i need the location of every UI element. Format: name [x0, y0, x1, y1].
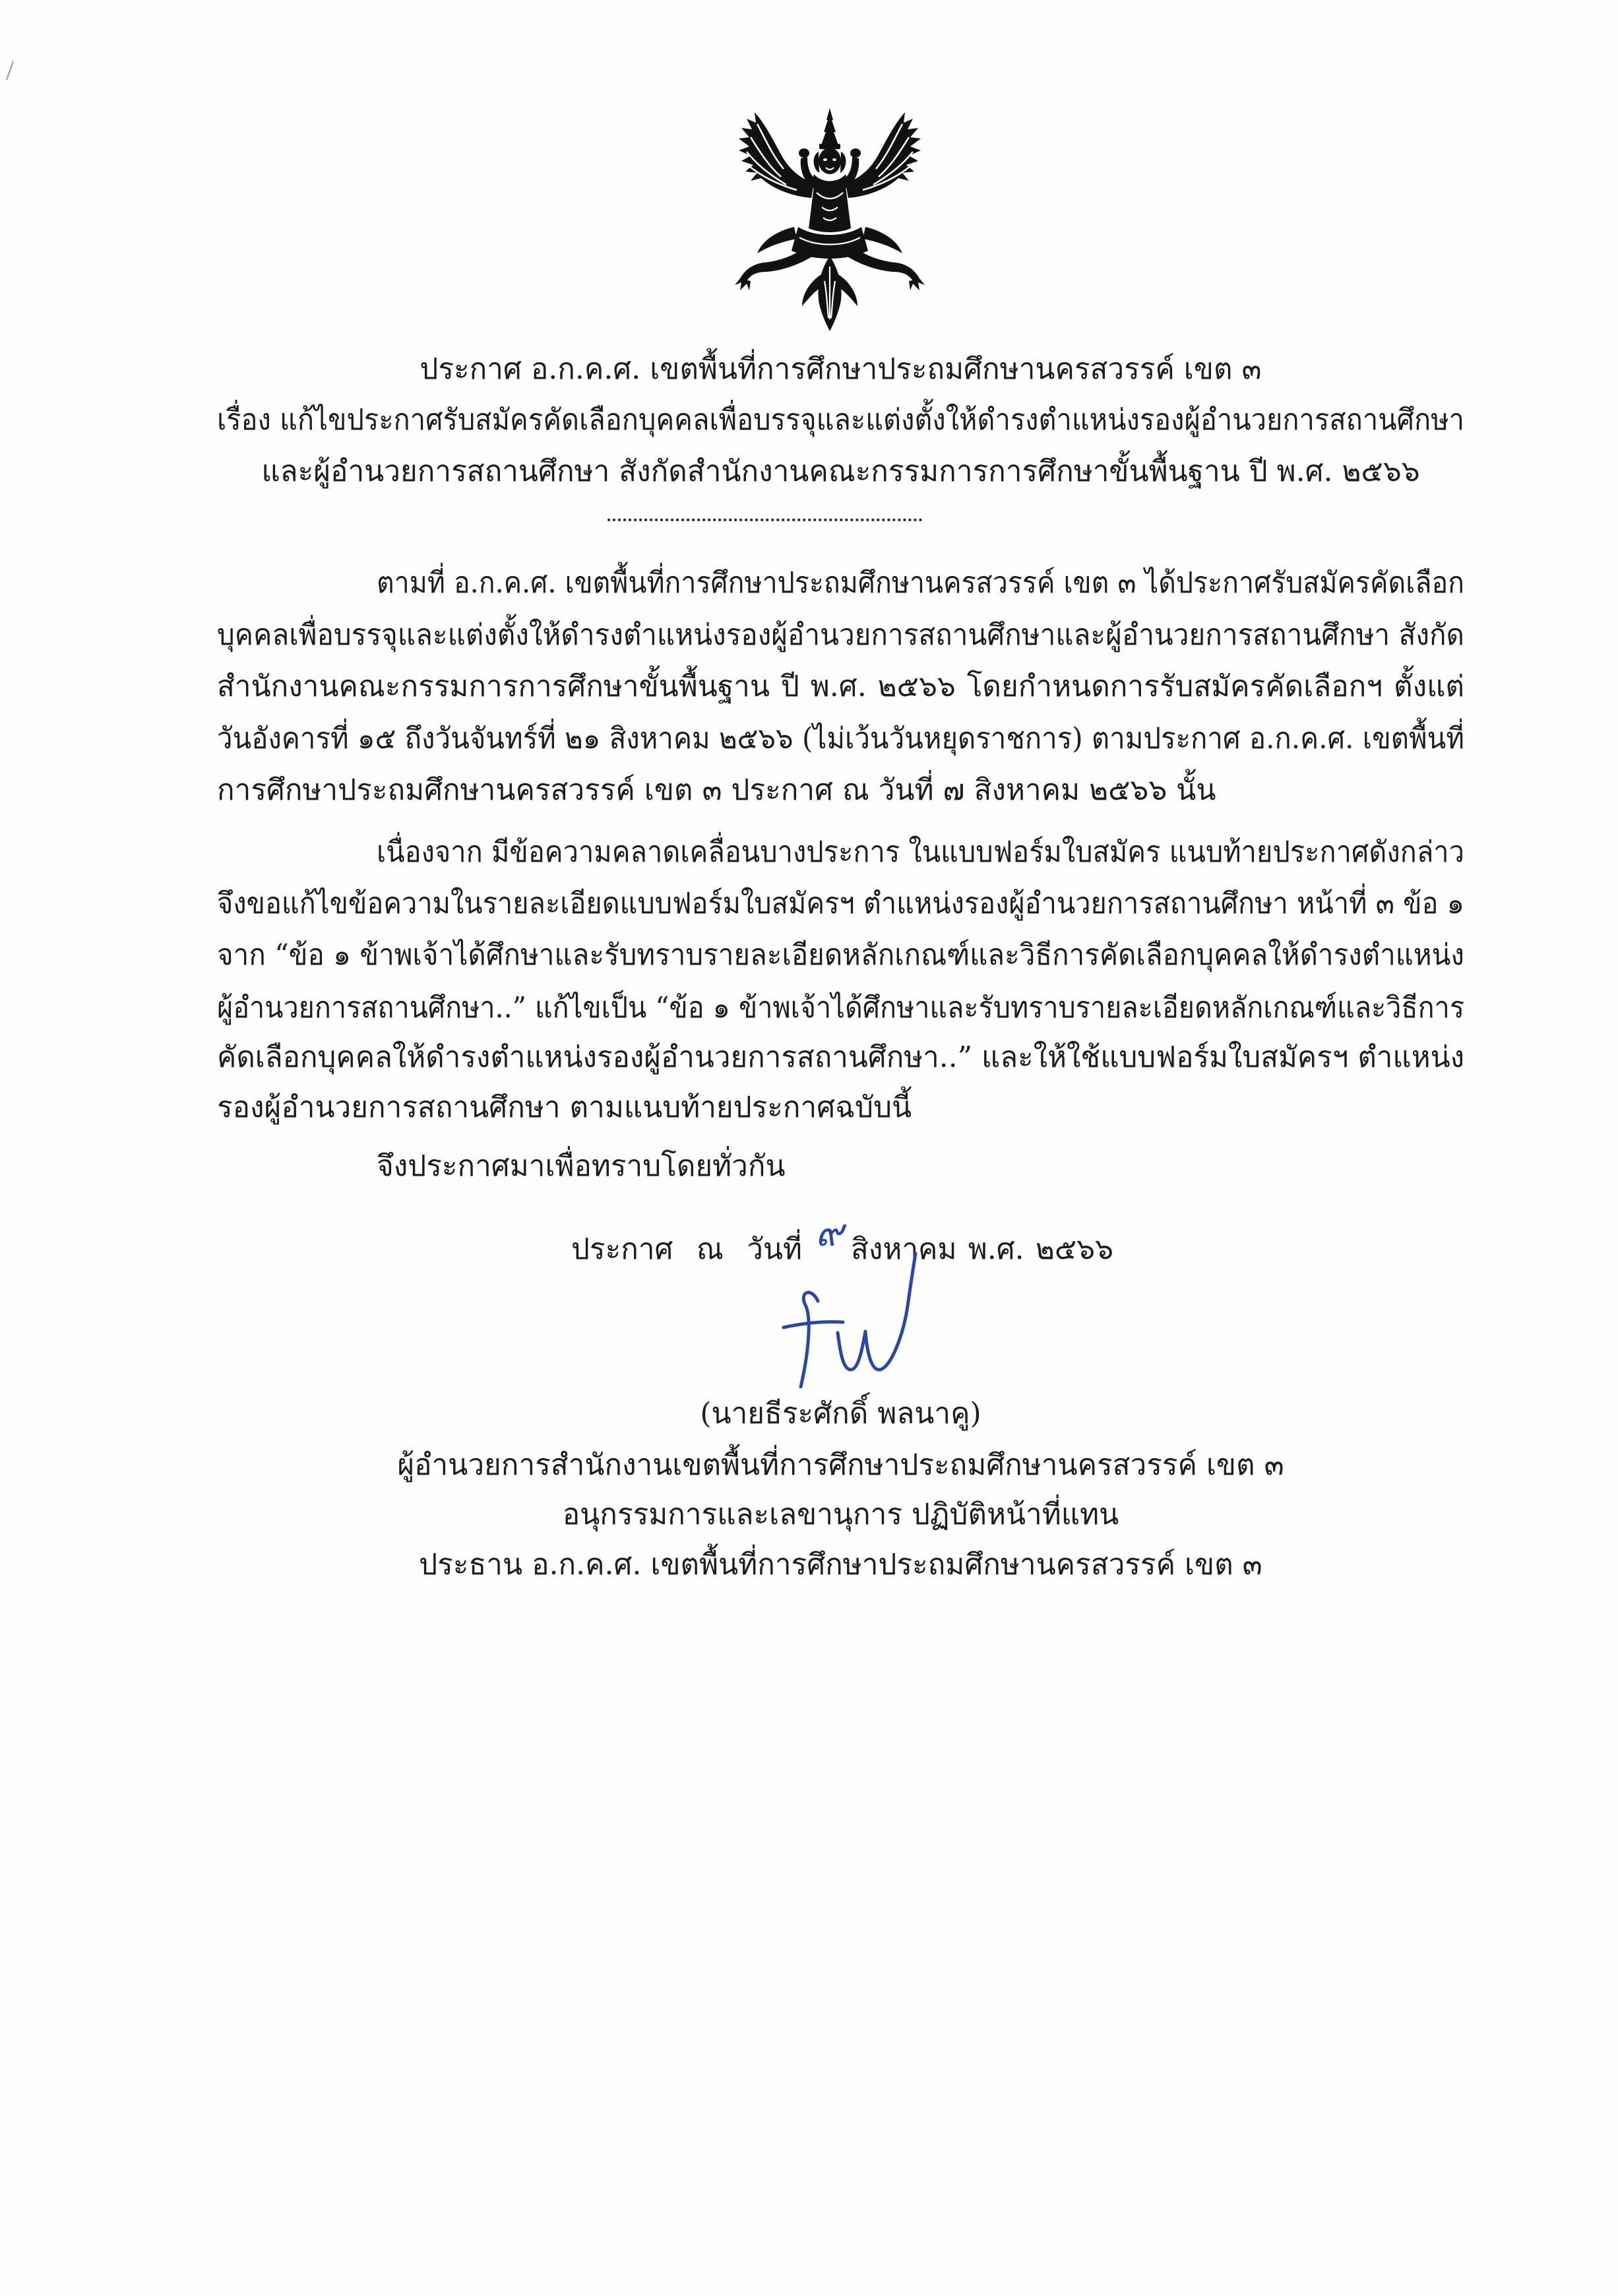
handwritten-signature-icon — [772, 1240, 943, 1399]
closing-text: จึงประกาศมาเพื่อทราบโดยทั่วกัน — [377, 1149, 786, 1183]
signer-name — [217, 1388, 1464, 1440]
signer-position-line-2 — [217, 1489, 1464, 1541]
paragraph-1-line — [217, 713, 1464, 765]
paragraph-1-line — [217, 610, 1464, 661]
signer-position-line-3 — [217, 1539, 1464, 1591]
paragraph-2-text: คัดเลือกบุคคลให้ดำรงตำแหน่งรองผู้อำนวยการสถานศึกษา..” และให้ใช้แบบฟอร์มใบสมัครฯ ตำแหน่ง — [217, 1040, 1464, 1074]
title-separator — [607, 519, 922, 521]
signer-position-text: อนุกรรมการและเลขานุการ ปฏิบัติหน้าที่แทน — [562, 1498, 1119, 1531]
paragraph-2-line — [217, 1082, 1464, 1133]
signer-name-text: (นายธีระศักดิ์ พลนาคู) — [700, 1397, 981, 1430]
closing-line — [377, 1141, 1464, 1192]
title-line-1 — [217, 344, 1464, 395]
subject-text: และผู้อำนวยการสถานศึกษา สังกัดสำนักงานคณะกรรมการการศึกษาขั้นพื้นฐาน ปี พ.ศ. ๒๕๖๖ — [261, 455, 1420, 488]
paragraph-1-text: บุคคลเพื่อบรรจุและแต่งตั้งให้ดำรงตำแหน่งรองผู้อำนวยการสถานศึกษาและผู้อำนวยการสถานศึกษา สังกัด — [217, 618, 1464, 652]
paragraph-1-line — [217, 765, 1464, 816]
paragraph-2-text: รองผู้อำนวยการสถานศึกษา ตามแนบท้ายประกาศฉบับนี้ — [217, 1091, 912, 1124]
paragraph-2-text: จาก “ข้อ ๑ ข้าพเจ้าได้ศึกษาและรับทราบรายละเอียดหลักเกณฑ์และวิธีการคัดเลือกบุคคลให้ดำรงตำแหน่ง — [217, 938, 1464, 972]
paragraph-2-line — [217, 1032, 1464, 1083]
date-prefix-text: ประกาศ ณ วันที่ — [571, 1232, 802, 1266]
signer-position-line-1 — [217, 1440, 1464, 1491]
paragraph-1-text: ตามที่ อ.ก.ค.ศ. เขตพื้นที่การศึกษาประถมศึกษานครสวรรค์ เขต ๓ ได้ประกาศรับสมัครคัดเลือก — [377, 566, 1464, 600]
date-suffix-text: สิงหาคม พ.ศ. ๒๕๖๖ — [851, 1232, 1113, 1266]
title-line-3 — [217, 446, 1464, 497]
paragraph-2-text: จึงขอแก้ไขข้อความในรายละเอียดแบบฟอร์มใบสมัครฯ ตำแหน่งรองผู้อำนวยการสถานศึกษา หน้าที่ ๓ ข้อ ๑ — [217, 887, 1464, 920]
garuda-emblem-icon — [731, 108, 929, 333]
paragraph-1-text: วันอังคารที่ ๑๕ ถึงวันจันทร์ที่ ๒๑ สิงหาคม ๒๕๖๖ (ไม่เว้นวันหยุดราชการ) ตามประกาศ อ.ก.ค.ศ. เขตพื้นที่ — [217, 722, 1464, 755]
paragraph-2-line — [217, 982, 1464, 1034]
title-text: ประกาศ อ.ก.ค.ศ. เขตพื้นที่การศึกษาประถมศึกษานครสวรรค์ เขต ๓ — [420, 352, 1262, 386]
scan-mark — [6, 61, 14, 80]
paragraph-1-text: สำนักงานคณะกรรมการการศึกษาขั้นพื้นฐาน ปี พ.ศ. ๒๕๖๖ โดยกำหนดการรับสมัครคัดเลือกฯ ตั้งแต่ — [217, 670, 1464, 703]
paragraph-2-text: เนื่องจาก มีข้อความคลาดเคลื่อนบางประการ ในแบบฟอร์มใบสมัคร แนบท้ายประกาศดังกล่าว — [377, 835, 1464, 869]
date-prefix — [571, 1224, 802, 1275]
signer-position-text: ผู้อำนวยการสำนักงานเขตพื้นที่การศึกษาประถมศึกษานครสวรรค์ เขต ๓ — [397, 1448, 1284, 1482]
paragraph-2-line — [377, 827, 1464, 878]
title-line-2 — [217, 395, 1464, 446]
paragraph-1-line — [377, 558, 1464, 609]
paragraph-1-line — [217, 661, 1464, 713]
paragraph-2-line — [217, 878, 1464, 930]
handwritten-day: ๙ — [815, 1210, 844, 1255]
paragraph-1-text: การศึกษาประถมศึกษานครสวรรค์ เขต ๓ ประกาศ ณ วันที่ ๗ สิงหาคม ๒๕๖๖ นั้น — [217, 773, 1216, 807]
signer-position-text: ประธาน อ.ก.ค.ศ. เขตพื้นที่การศึกษาประถมศึกษานครสวรรค์ เขต ๓ — [419, 1548, 1262, 1581]
paragraph-2-line — [217, 930, 1464, 981]
paragraph-2-text: ผู้อำนวยการสถานศึกษา..” แก้ไขเป็น “ข้อ ๑ ข้าพเจ้าได้ศึกษาและรับทราบรายละเอียดหลักเกณฑ์และวิธีการ — [217, 991, 1464, 1025]
subject-text: เรื่อง แก้ไขประกาศรับสมัครคัดเลือกบุคคลเพื่อบรรจุและแต่งตั้งให้ดำรงตำแหน่งรองผู้อำนวยการสถานศึกษา — [217, 403, 1464, 437]
